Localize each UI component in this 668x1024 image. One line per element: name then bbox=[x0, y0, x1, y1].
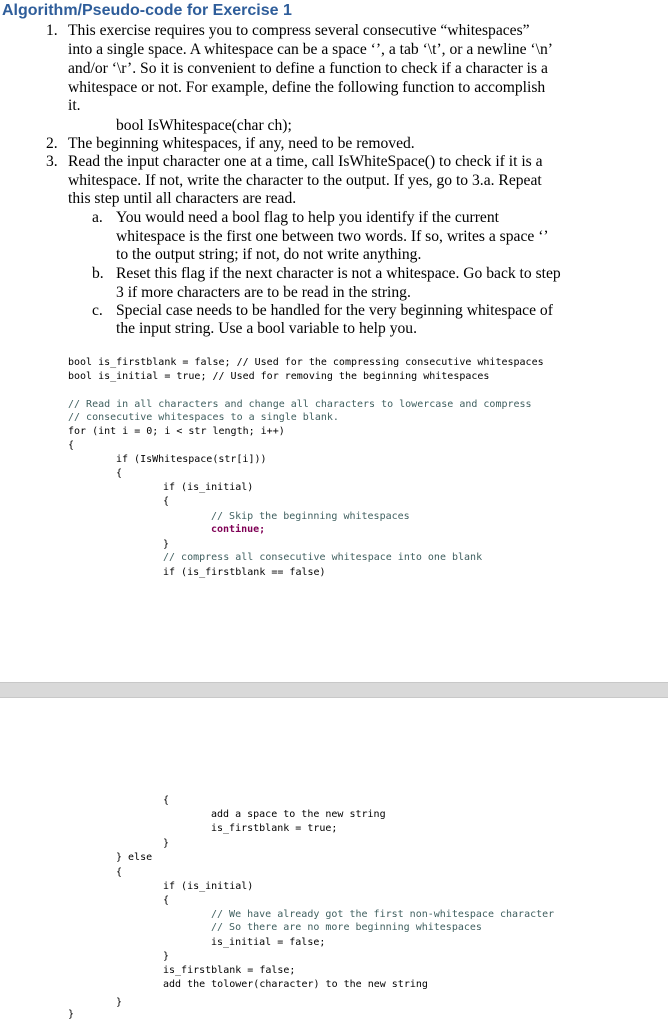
sub-list-text: whitespace is the first one between two words. If so, writes a space ‘’ bbox=[116, 228, 549, 245]
code-line: { bbox=[163, 496, 170, 507]
list-item-text: This exercise requires you to compress several consecutive “whitespaces” bbox=[68, 22, 530, 39]
list-item-text: whitespace. If not, write the character to the output. If yes, go to 3.a. Repeat bbox=[68, 172, 542, 189]
page-break-divider bbox=[0, 682, 668, 698]
list-item-text: it. bbox=[68, 97, 81, 114]
code-line: bool is_initial = true; // Used for removing the beginning whitespaces bbox=[68, 371, 490, 382]
code-line: } bbox=[163, 539, 170, 550]
code-line: { bbox=[68, 440, 75, 451]
list-item-text: this step until all characters are read. bbox=[68, 190, 297, 207]
sub-list-text: the input string. Use a bool variable to help you. bbox=[116, 320, 417, 337]
code-line: is_firstblank = true; bbox=[211, 823, 338, 834]
code-line: bool is_firstblank = false; // Used for the compressing consecutive whitespaces bbox=[68, 357, 544, 368]
sub-list-text: You would need a bool flag to help you identify if the current bbox=[116, 209, 499, 226]
list-number: 2. bbox=[46, 135, 58, 152]
code-line: { bbox=[116, 468, 123, 479]
code-line: } bbox=[163, 951, 170, 962]
list-item-text: whitespace or not. For example, define the following function to accomplish bbox=[68, 79, 546, 96]
code-line: add a space to the new string bbox=[211, 809, 386, 820]
code-line: if (is_initial) bbox=[163, 482, 254, 493]
code-line: add the tolower(character) to the new string bbox=[163, 979, 428, 990]
code-comment: // compress all consecutive whitespace into one blank bbox=[163, 552, 483, 563]
sub-list-text: 3 if more characters are to be read in the string. bbox=[116, 284, 411, 301]
code-line: } else bbox=[116, 852, 153, 863]
code-line: { bbox=[116, 867, 123, 878]
sub-list-text: Reset this flag if the next character is not a whitespace. Go back to step bbox=[116, 265, 561, 282]
list-number: 1. bbox=[46, 22, 58, 39]
code-comment: // Skip the beginning whitespaces bbox=[211, 511, 410, 522]
code-comment: // We have already got the first non-whitespace character bbox=[211, 909, 555, 920]
code-line: for (int i = 0; i < str length; i++) bbox=[68, 426, 285, 437]
code-line: { bbox=[163, 895, 170, 906]
code-line: } bbox=[116, 997, 123, 1008]
sub-list-text: to the output string; if not, do not write anything. bbox=[116, 246, 422, 263]
sub-list-letter: b. bbox=[92, 265, 104, 282]
list-item-text: and/or ‘\r’. So it is convenient to define a function to check if a character is a bbox=[68, 60, 548, 77]
list-item-text: into a single space. A whitespace can be a space ‘’, a tab ‘\t’, or a newline ‘\n’ bbox=[68, 41, 553, 58]
code-comment: // So there are no more beginning whitespaces bbox=[211, 922, 482, 933]
list-number: 3. bbox=[46, 153, 58, 170]
code-line: } bbox=[68, 1009, 75, 1020]
function-signature: bool IsWhitespace(char ch); bbox=[116, 117, 292, 134]
page-title: Algorithm/Pseudo-code for Exercise 1 bbox=[2, 2, 292, 19]
list-item-text: Read the input character one at a time, call IsWhiteSpace() to check if it is a bbox=[68, 153, 543, 170]
sub-list-text: Special case needs to be handled for the very beginning whitespace of bbox=[116, 302, 553, 319]
list-item-text: The beginning whitespaces, if any, need to be removed. bbox=[68, 135, 415, 152]
code-comment: // consecutive whitespaces to a single blank. bbox=[68, 412, 339, 423]
code-line: if (is_initial) bbox=[163, 881, 254, 892]
code-line: is_firstblank = false; bbox=[163, 965, 296, 976]
code-line: is_initial = false; bbox=[211, 937, 326, 948]
code-line: continue; bbox=[211, 524, 266, 535]
code-line: if (is_firstblank == false) bbox=[163, 567, 326, 578]
sub-list-letter: a. bbox=[92, 209, 103, 226]
code-line: } bbox=[163, 838, 170, 849]
sub-list-letter: c. bbox=[92, 302, 103, 319]
code-line: if (IsWhitespace(str[i])) bbox=[116, 454, 267, 465]
code-line: { bbox=[163, 795, 170, 806]
code-comment: // Read in all characters and change all characters to lowercase and compress bbox=[68, 399, 532, 410]
